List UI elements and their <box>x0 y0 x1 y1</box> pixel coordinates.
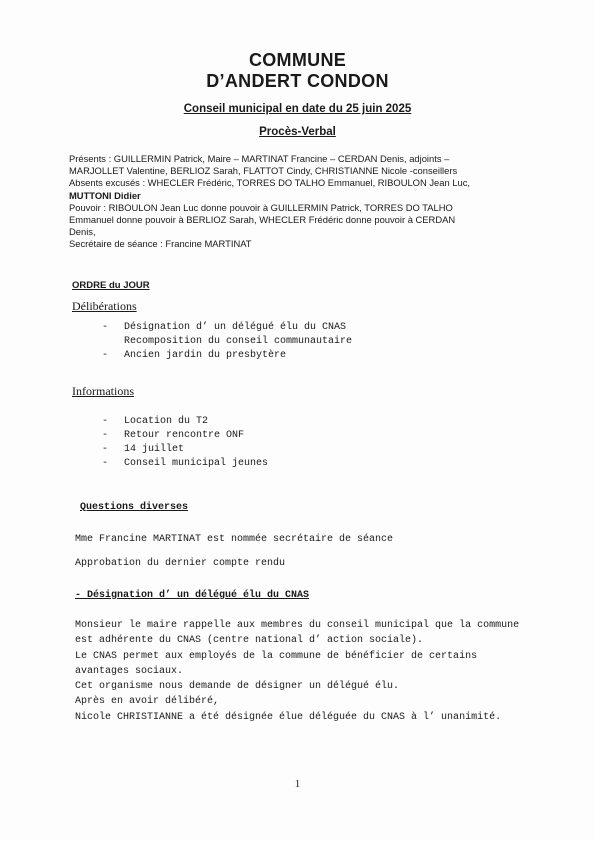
list-item <box>102 349 352 363</box>
informations-list <box>102 415 268 471</box>
attendance-line: Denis, <box>69 226 96 238</box>
list-dash: - <box>102 458 109 469</box>
paragraph-line: est adhérente du CNAS (centre national d’ action sociale). <box>75 635 424 647</box>
list-dash: - <box>102 350 109 361</box>
informations-heading: Informations <box>72 384 134 398</box>
list-item-text: Désignation d’ un délégué élu du CNAS <box>124 322 347 333</box>
meeting-date-heading: Conseil municipal en date du 25 juin 2025 <box>183 103 412 115</box>
commune-title-line2: D’ANDERT CONDON <box>206 71 389 91</box>
attendance-line: Présents : GUILLERMIN Patrick, Maire – MARTINAT Francine – CERDAN Denis, adjoints – <box>69 153 450 164</box>
paragraph-line: Monsieur le maire rappelle aux membres du conseil municipal que la commune <box>75 620 520 631</box>
list-item <box>102 457 268 471</box>
paragraph-line: Nicole CHRISTIANNE a été désignée élue déléguée du CNAS à l’ unanimité. <box>75 711 502 723</box>
list-item-text: Recomposition du conseil communautaire <box>124 336 353 347</box>
cnas-paragraph <box>75 618 519 725</box>
list-item <box>102 335 352 349</box>
list-item <box>102 429 268 443</box>
paragraph-line: Le CNAS permet aux employés de la commune de bénéficier de certains <box>75 650 478 662</box>
list-item <box>102 321 352 335</box>
commune-title-line1: COMMUNE <box>248 50 347 70</box>
list-item-text: Ancien jardin du presbytère <box>124 350 287 361</box>
paragraph-line: Après en avoir délibéré, <box>75 696 220 708</box>
list-item-text: Conseil municipal jeunes <box>124 458 269 469</box>
attendance-block <box>69 153 519 251</box>
list-dash: - <box>102 416 109 427</box>
attendance-line: Secrétaire de séance : Francine MARTINAT <box>69 238 252 250</box>
approval-statement: Approbation du dernier compte rendu <box>75 558 286 569</box>
list-item <box>102 415 268 429</box>
attendance-line: Emmanuel donne pouvoir à BERLIOZ Sarah, WHECLER Frédéric donne pouvoir à CERDAN <box>69 214 456 226</box>
list-item-text: Location du T2 <box>124 416 209 427</box>
paragraph-line: avantages sociaux. <box>75 665 184 677</box>
deliberations-list <box>102 321 352 363</box>
list-dash: - <box>102 444 109 455</box>
proces-verbal-heading: Procès-Verbal <box>259 126 336 138</box>
paragraph-line: Cet organisme nous demande de désigner un délégué élu. <box>75 681 400 693</box>
attendance-line: Absents excusés : WHECLER Frédéric, TORRES DO TALHO Emmanuel, RIBOULON Jean Luc, <box>69 177 470 189</box>
agenda-heading: ORDRE du JOUR <box>72 280 150 291</box>
secretary-statement: Mme Francine MARTINAT est nommée secrétaire de séance <box>75 534 394 545</box>
list-item-text: 14 juillet <box>124 444 185 455</box>
page-number: 1 <box>294 778 301 790</box>
list-dash: - <box>102 430 109 441</box>
list-dash: - <box>102 322 109 333</box>
list-item <box>102 443 268 457</box>
list-item-text: Retour rencontre ONF <box>124 430 245 441</box>
attendance-line: MUTTONI Didier <box>69 189 141 201</box>
questions-diverses-heading: Questions diverses <box>80 502 189 513</box>
cnas-section-heading: - Désignation d’ un délégué élu du CNAS <box>75 590 310 601</box>
attendance-line: MARJOLLET Valentine, BERLIOZ Sarah, FLATTOT Cindy, CHRISTIANNE Nicole -conseillers <box>69 165 458 177</box>
deliberations-heading: Délibérations <box>72 299 137 313</box>
attendance-line: Pouvoir : RIBOULON Jean Luc donne pouvoir à GUILLERMIN Patrick, TORRES DO TALHO <box>69 201 453 213</box>
list-dash <box>102 335 124 349</box>
